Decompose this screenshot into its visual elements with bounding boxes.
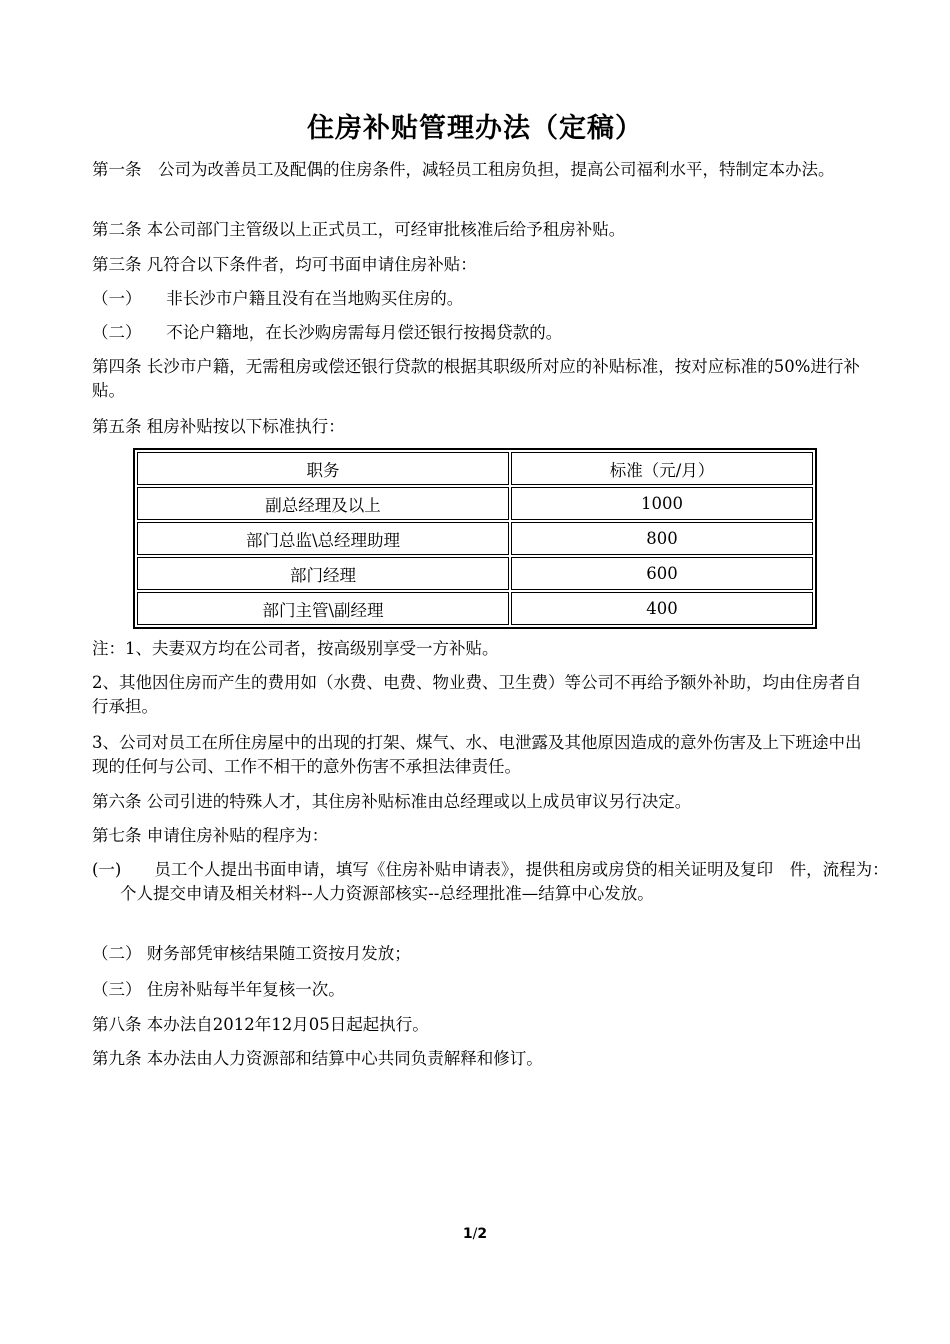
table-cell-standard: 800 bbox=[511, 522, 813, 555]
table-cell-position: 副总经理及以上 bbox=[137, 487, 509, 520]
article-9: 第九条 本办法由人力资源部和结算中心共同负责解释和修订。 bbox=[92, 1049, 543, 1068]
page-number bbox=[0, 1226, 950, 1242]
table-header-standard: 标准（元/月） bbox=[511, 452, 813, 485]
table-row bbox=[137, 522, 813, 555]
article-4: 第四条 长沙市户籍，无需租房或偿还银行贷款的根据其职级所对应的补贴标准，按对应标准的50%进行补贴。 bbox=[92, 357, 860, 400]
table-cell-position: 部门总监\总经理助理 bbox=[137, 522, 509, 555]
table-header-row bbox=[137, 452, 813, 485]
note-1: 注：1、夫妻双方均在公司者，按高级别享受一方补贴。 bbox=[92, 639, 499, 658]
page-title: 住房补贴管理办法（定稿） bbox=[307, 113, 643, 144]
table-cell-position: 部门主管\副经理 bbox=[137, 592, 509, 625]
article-6: 第六条 公司引进的特殊人才，其住房补贴标准由总经理或以上成员审议另行决定。 bbox=[92, 792, 692, 811]
article-3: 第三条 凡符合以下条件者，均可书面申请住房补贴： bbox=[92, 255, 477, 274]
note-3: 3、公司对员工在所住房屋中的出现的打架、煤气、水、电泄露及其他原因造成的意外伤害及上下班途中出现的任何与公司、工作不相干的意外伤害不承担法律责任。 bbox=[92, 733, 862, 776]
total-pages: 2 bbox=[477, 1226, 488, 1242]
article-7-item-2: （二） 财务部凭审核结果随工资按月发放； bbox=[92, 944, 411, 963]
table-cell-standard: 400 bbox=[511, 592, 813, 625]
article-3-item-1: （一） 非长沙市户籍且没有在当地购买住房的。 bbox=[92, 289, 464, 308]
article-8: 第八条 本办法自2012年12月05日起起执行。 bbox=[92, 1015, 429, 1034]
table-row bbox=[137, 487, 813, 520]
current-page: 1 bbox=[462, 1226, 473, 1242]
table-row bbox=[137, 592, 813, 625]
table-row bbox=[137, 557, 813, 590]
table-header-position: 职务 bbox=[137, 452, 509, 485]
table-cell-standard: 1000 bbox=[511, 487, 813, 520]
article-3-item-2: （二） 不论户籍地，在长沙购房需每月偿还银行按揭贷款的。 bbox=[92, 323, 563, 342]
article-2: 第二条 本公司部门主管级以上正式员工，可经审批核准后给予租房补贴。 bbox=[92, 220, 626, 239]
table-cell-position: 部门经理 bbox=[137, 557, 509, 590]
article-7-item-1: (一) 员工个人提出书面申请，填写《住房补贴申请表》，提供租房或房贷的相关证明及复印 件，流程为：个人提交申请及相关材料--人力资源部核实--总经理批准—结算中心发放。 bbox=[92, 860, 889, 903]
article-7: 第七条 申请住房补贴的程序为： bbox=[92, 826, 329, 845]
table-cell-standard: 600 bbox=[511, 557, 813, 590]
note-2: 2、其他因住房而产生的费用如（水费、电费、物业费、卫生费）等公司不再给予额外补助，均由住房者自行承担。 bbox=[92, 673, 862, 716]
article-1: 第一条 公司为改善员工及配偶的住房条件，减轻员工租房负担，提高公司福利水平，特制定本办法。 bbox=[92, 160, 835, 179]
article-5: 第五条 租房补贴按以下标准执行： bbox=[92, 417, 345, 436]
article-7-item-3: （三） 住房补贴每半年复核一次。 bbox=[92, 980, 345, 999]
subsidy-standard-table bbox=[133, 448, 817, 629]
page-separator: / bbox=[472, 1226, 478, 1242]
